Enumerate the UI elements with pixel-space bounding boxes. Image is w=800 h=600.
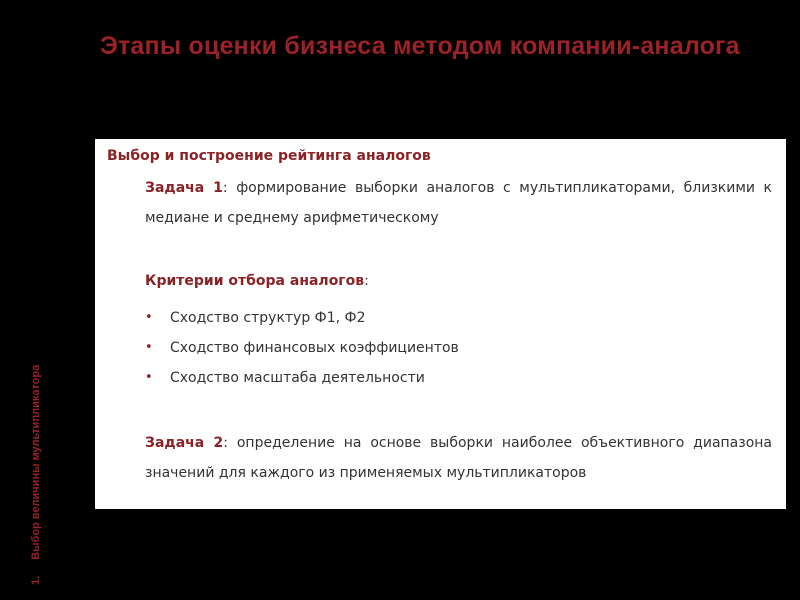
list-item xyxy=(145,333,459,363)
task-1 xyxy=(145,173,772,233)
content-panel xyxy=(95,139,786,509)
task-1-label: Задача 1 xyxy=(145,180,223,196)
criteria-suffix: : xyxy=(364,273,369,289)
criteria-item-text: Сходство структур Ф1, Ф2 xyxy=(170,310,366,326)
slide-title: Этапы оценки бизнеса методом компании-аналога xyxy=(100,32,740,60)
section-heading: Выбор и построение рейтинга аналогов xyxy=(107,148,431,164)
task-1-text: : формирование выборки аналогов с мультипликаторами, близкими к медиане и среднему арифметическому xyxy=(145,180,772,226)
side-label-text: Выбор величины мультипликатора xyxy=(30,364,42,560)
bullet-icon: • xyxy=(145,340,153,355)
bullet-icon: • xyxy=(145,370,153,385)
task-2-label: Задача 2 xyxy=(145,435,224,451)
criteria-label: Критерии отбора аналогов xyxy=(145,273,365,289)
task-2 xyxy=(145,428,772,488)
side-label-number: 1. xyxy=(30,575,42,585)
list-item xyxy=(145,363,459,393)
bullet-icon: • xyxy=(145,310,153,325)
list-item xyxy=(145,303,459,333)
criteria-item-text: Сходство финансовых коэффициентов xyxy=(170,340,459,356)
criteria-item-text: Сходство масштаба деятельности xyxy=(170,370,425,386)
criteria-heading xyxy=(145,273,369,289)
task-2-text: : определение на основе выборки наиболее объективного диапазона значений для каждого из применяемых мультипликаторов xyxy=(145,435,772,481)
side-label xyxy=(30,365,42,585)
criteria-list xyxy=(145,303,459,393)
